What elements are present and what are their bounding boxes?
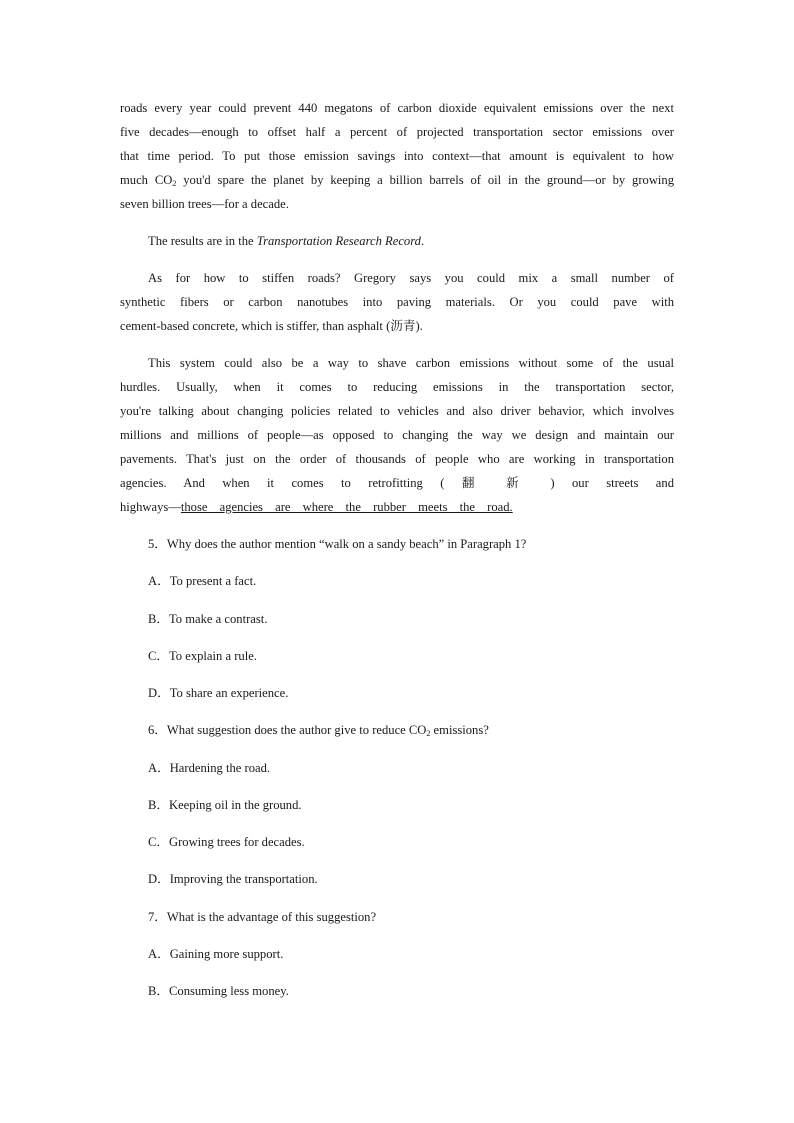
option-5c[interactable]: C．To explain a rule.: [148, 649, 257, 663]
paragraph-line: you're talking about changing policies related to vehicles and also driver behavior, which involves: [120, 404, 674, 418]
option-6b[interactable]: B．Keeping oil in the ground.: [148, 798, 302, 812]
text-run: highways—: [120, 500, 181, 514]
paragraph-1: [120, 96, 674, 216]
question-5: 5．Why does the author mention “walk on a sandy beach” in Paragraph 1?: [148, 537, 527, 551]
paragraph-line: This system could also be a way to shave carbon emissions without some of the usual: [148, 356, 674, 370]
text-run: .: [420, 234, 425, 248]
option-6d[interactable]: D．Improving the transportation.: [148, 872, 318, 886]
option-6a[interactable]: A．Hardening the road.: [148, 761, 271, 775]
paragraph-line: hurdles. Usually, when it comes to reducing emissions in the transportation sector,: [120, 380, 674, 394]
option-5b[interactable]: B．To make a contrast.: [148, 612, 268, 626]
paragraph-line: seven billion trees—for a decade.: [120, 197, 289, 211]
journal-title: Transportation Research Record: [256, 234, 421, 248]
paragraph-3: [120, 266, 674, 338]
subscript: 2: [172, 179, 177, 188]
paragraph-line: cement-based concrete, which is stiffer, than asphalt (沥青).: [120, 319, 423, 333]
paragraph-line: pavements. That's just on the order of thousands of people who are working in transportation: [120, 452, 674, 466]
text-run: you'd spare the planet by keeping a billion barrels of oil in the ground—or by growing: [176, 173, 675, 187]
text-run: much CO: [120, 173, 173, 187]
option-5a[interactable]: A．To present a fact.: [148, 574, 257, 588]
paragraph-line: roads every year could prevent 440 megatons of carbon dioxide equivalent emissions over the next: [120, 101, 674, 115]
paragraph-line: [120, 495, 674, 519]
text-run: emissions?: [430, 723, 489, 737]
paragraph-line: millions and millions of people—as opposed to changing the way we design and maintain our: [120, 428, 674, 442]
option-5d[interactable]: D．To share an experience.: [148, 686, 289, 700]
text-run: The results are in the: [148, 234, 257, 248]
underlined-phrase: those agencies are where the rubber meets the road.: [180, 500, 513, 514]
option-6c[interactable]: C．Growing trees for decades.: [148, 835, 305, 849]
paragraph-4: [120, 351, 674, 519]
paragraph-line: that time period. To put those emission savings into context—that amount is equivalent to how: [120, 149, 674, 163]
question-6: [148, 720, 489, 740]
paragraph-line: As for how to stiffen roads? Gregory says you could mix a small number of: [148, 271, 674, 285]
subscript: 2: [426, 729, 431, 738]
option-7a[interactable]: A．Gaining more support.: [148, 947, 284, 961]
paragraph-line: agencies. And when it comes to retrofitting ( 翻 新 ) our streets and: [120, 476, 674, 490]
text-run: 6．What suggestion does the author give to reduce CO: [148, 723, 427, 737]
paragraph-2: [120, 229, 674, 253]
paragraph-line: synthetic fibers or carbon nanotubes into paving materials. Or you could pave with: [120, 295, 674, 309]
option-7b[interactable]: B．Consuming less money.: [148, 984, 289, 998]
paragraph-line: five decades—enough to offset half a percent of projected transportation sector emissions over: [120, 125, 674, 139]
question-7: 7．What is the advantage of this suggestion?: [148, 910, 377, 924]
paragraph-line: [120, 168, 674, 192]
